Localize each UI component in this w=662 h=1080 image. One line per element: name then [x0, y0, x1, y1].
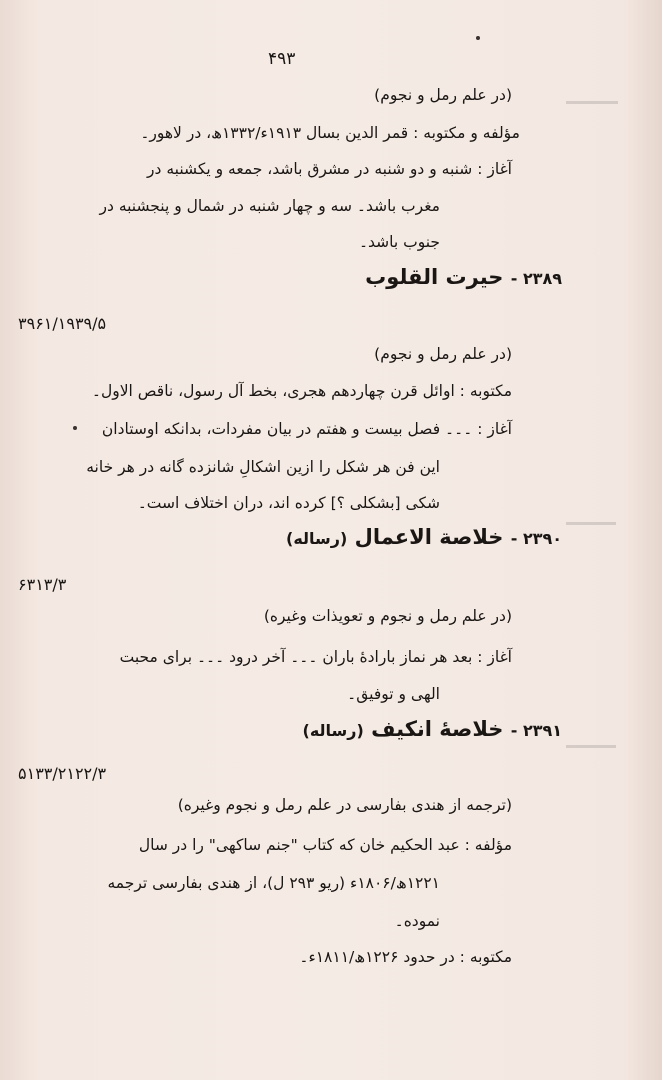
- incipit-line: جنوب باشد۔: [358, 233, 440, 251]
- bleed-through-mark: [566, 101, 618, 104]
- incipit-line: شکی [بشکلی ؟] کرده اند، دران اختلاف است۔: [137, 494, 440, 512]
- entry-title-text: خلاصهٔ انکیف: [371, 717, 504, 741]
- ink-speck: [476, 36, 480, 40]
- author-line: ۱۲۲۱ھ/۱۸۰۶ء (ریو ۲۹۳ ل)، از هندی بفارسی ترجمه: [107, 874, 440, 892]
- entry-number: ۲۳۹۱ -: [510, 721, 562, 740]
- incipit-line: مغرب باشد۔ سه و چهار شنبه در شمال و پنجشنبه در: [99, 197, 440, 215]
- author-line: مؤلفه و مکتوبه : قمر الدین بسال ۱۹۱۳ء/۱۳۳۲ھ، در لاهور۔: [140, 124, 520, 142]
- entry-title: [286, 526, 562, 550]
- copy-line: مکتوبه : در حدود ۱۲۲۶ھ/۱۸۱۱ء۔: [299, 948, 512, 966]
- shelfmark: ۵۱۳۳/۲۱۲۲/۳: [18, 764, 107, 783]
- subject-note: (در علم رمل و نجوم): [374, 345, 512, 363]
- incipit-line: آغاز : شنبه و دو شنبه در مشرق باشد، جمعه و یکشنبه در: [147, 160, 512, 178]
- bleed-through-mark: [566, 522, 616, 525]
- incipit-line: الهی و توفیق۔: [347, 685, 440, 703]
- subject-note: (ترجمه از هندی بفارسی در علم رمل و نجوم وغیره): [177, 796, 512, 814]
- entry-number: ۲۳۸۹ -: [510, 269, 562, 288]
- entry-title: [303, 718, 563, 742]
- shelfmark: ۳۹۶۱/۱۹۳۹/۵: [18, 314, 107, 333]
- entry-note: (رساله): [286, 529, 348, 548]
- author-line: نموده۔: [394, 912, 440, 930]
- incipit-line: آغاز : ۔۔۔ فصل بیست و هفتم در بیان مفردات، بدانکه اوستادان: [101, 420, 512, 438]
- entry-note: (رساله): [302, 721, 364, 740]
- bleed-through-mark: [566, 745, 616, 748]
- entry-title: [365, 266, 562, 290]
- incipit-line: آغاز : بعد هر نماز بارادهٔ باران ۔۔۔ آخر درود ۔۔۔ برای محبت: [119, 648, 512, 666]
- entry-number: ۲۳۹۰ -: [510, 529, 562, 548]
- incipit-line: این فن هر شکل را ازین اشکالِ شانزده گانه در هر خانه: [86, 458, 440, 476]
- entry-title-text: حیرت القلوب: [365, 265, 504, 289]
- subject-note: (در علم رمل و نجوم): [374, 86, 512, 104]
- subject-note: (در علم رمل و نجوم و تعویذات وغیره): [263, 607, 512, 625]
- page-number: ۴۹۳: [268, 49, 296, 69]
- margin-speck: [73, 426, 77, 430]
- author-line: مؤلفه : عبد الحکیم خان که کتاب "جنم ساکهی" را در سال: [138, 836, 512, 854]
- shelfmark: ۶۳۱۳/۳: [18, 575, 67, 594]
- entry-title-text: خلاصة الاعمال: [354, 525, 504, 549]
- copy-line: مکتوبه : اوائل قرن چهاردهم هجری، بخط آل رسول، ناقص الاول۔: [91, 382, 512, 400]
